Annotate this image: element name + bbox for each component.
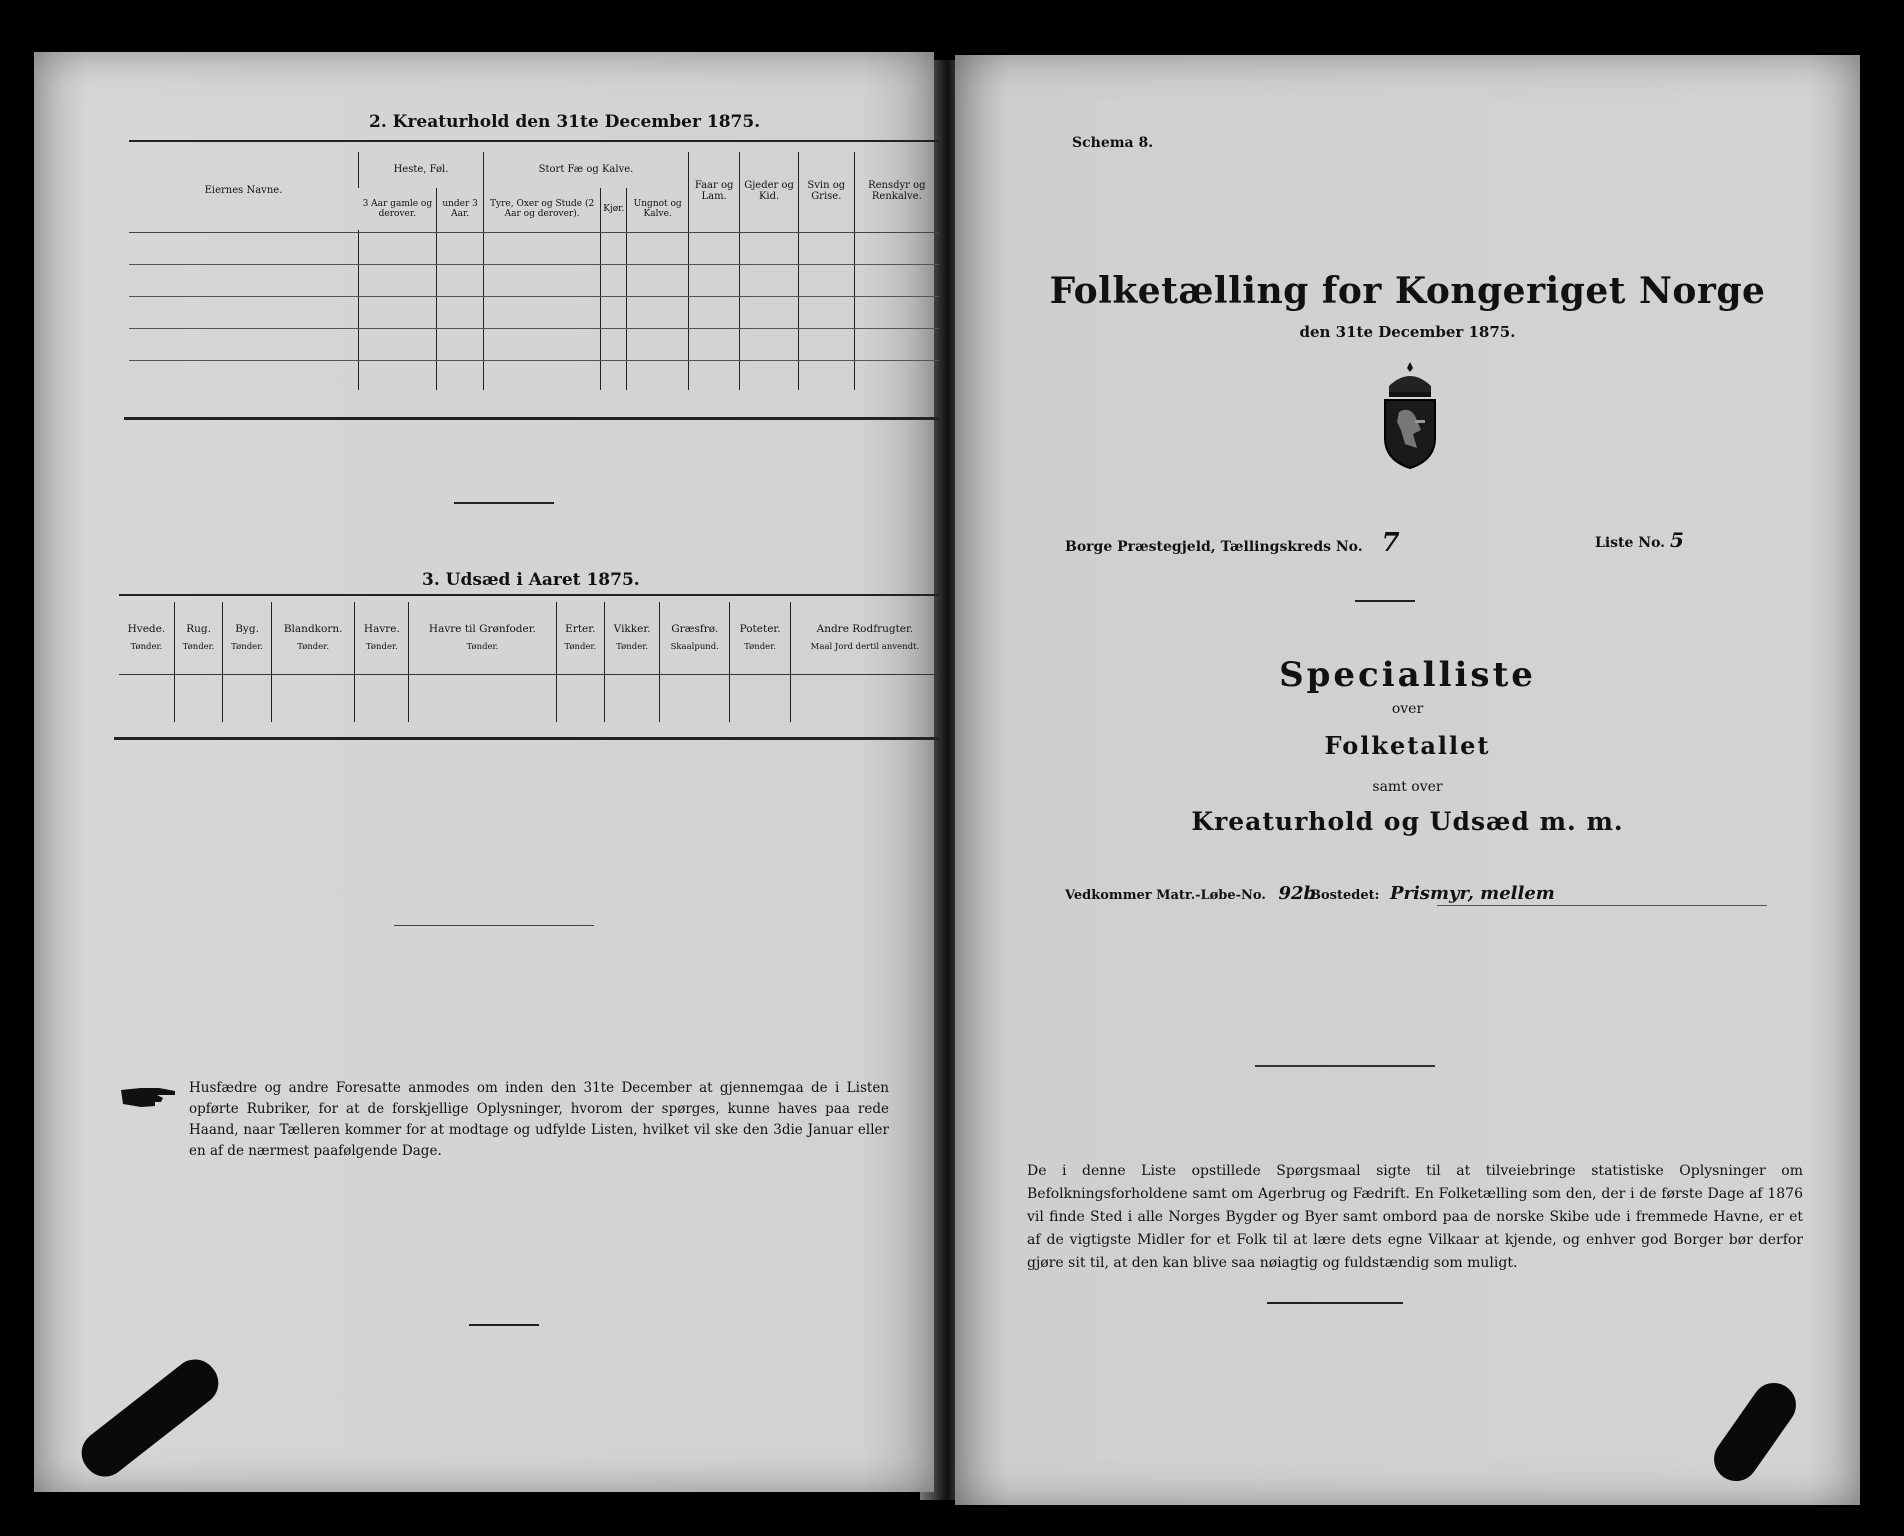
bosted-line (1310, 883, 1555, 904)
col-owner-names: Eiernes Navne. (204, 185, 283, 197)
seed-col-header (174, 602, 223, 674)
seed-col-unit: Skaalpund. (670, 642, 719, 653)
separator-right-bottom (1267, 1302, 1403, 1304)
pointing-hand-icon (119, 1082, 179, 1112)
row-rule-3 (129, 296, 939, 297)
col-horses-under3: under 3 Aar. (437, 188, 484, 230)
seed-col-unit: Tønder. (182, 642, 215, 653)
col-sheep: Faar og Lam. (689, 152, 740, 230)
seed-col-name: Havre til Grønfoder. (428, 623, 536, 636)
seed-col-name: Havre. (363, 623, 400, 636)
seed-col-unit: Tønder. (365, 642, 398, 653)
row-rule-5 (129, 360, 939, 361)
seed-col-name: Hvede. (127, 623, 166, 636)
left-page (34, 52, 934, 1492)
seed-col-header (355, 602, 409, 674)
seed-col-name: Erter. (565, 623, 596, 636)
norway-coat-of-arms-icon (1375, 360, 1445, 470)
seed-cell (409, 674, 556, 722)
seed-col-name: Vikker. (613, 623, 651, 636)
seed-cell (730, 674, 791, 722)
folketallet-title: Folketallet (1324, 731, 1491, 760)
bosted-underline (1437, 905, 1767, 906)
parish-name: Borge (1065, 539, 1113, 555)
seed-header-rule (119, 674, 939, 675)
seed-col-name: Poteter. (739, 623, 781, 636)
col-group-horses: Heste, Føl. (359, 152, 484, 188)
samt-over-text: samt over (1372, 779, 1443, 795)
seed-col-header (119, 602, 174, 674)
parish-line (1065, 528, 1400, 558)
row-rule-4 (129, 328, 939, 329)
separator-mid (394, 925, 594, 926)
notice-text: Husfædre og andre Foresatte anmodes om inden den 31te December at gjennemgaa de i Listen opførte Rubriker, for at de forskjellige Oplysninger, hvorom der spørges, kunne haves paa rede Haand, naar Tælleren kommer for at modtage og udfylde Listen, hvilket vil ske den 3die Januar eller en af de nærmest paafølgende Dage. (189, 1080, 889, 1159)
seed-col-unit: Maal Jord dertil anvendt. (810, 642, 920, 653)
bosted-value: Prismyr, mellem (1389, 883, 1555, 904)
seed-col-header (556, 602, 605, 674)
separator-right-2 (1255, 1065, 1435, 1067)
list-label: Liste No. (1595, 535, 1666, 551)
col-young-cattle: Ungnot og Kalve. (627, 188, 689, 230)
col-bulls-oxen: Tyre, Oxer og Stude (2 Aar og derover). (484, 188, 601, 230)
col-pigs: Svin og Grise. (798, 152, 854, 230)
col-cows: Kjør. (601, 188, 627, 230)
seed-col-header (730, 602, 791, 674)
section2-bottom-rule (124, 417, 939, 420)
seed-col-unit: Tønder. (466, 642, 499, 653)
seed-col-unit: Tønder. (616, 642, 649, 653)
seed-col-name: Rug. (186, 623, 211, 636)
special-title: Specialliste (1279, 655, 1536, 695)
seed-col-name: Byg. (235, 623, 259, 636)
matr-line (1065, 883, 1316, 904)
right-page (955, 55, 1860, 1505)
list-number: 5 (1669, 528, 1684, 552)
main-title: Folketælling for Kongeriget Norge (1049, 270, 1766, 312)
col-group-cattle: Stort Fæ og Kalve. (484, 152, 689, 188)
bosted-label: Bostedet: (1310, 888, 1380, 903)
seed-cell (355, 674, 409, 722)
row-rule-2 (129, 264, 939, 265)
separator-bottom-left (469, 1324, 539, 1326)
main-subtitle: den 31te December 1875. (1299, 323, 1516, 341)
seed-col-unit: Tønder. (297, 642, 330, 653)
district-number: 7 (1381, 528, 1400, 558)
seed-col-unit: Tønder. (130, 642, 163, 653)
seed-cell (790, 674, 939, 722)
seed-col-header (790, 602, 939, 674)
matr-number: 92b (1278, 883, 1317, 904)
seed-col-name: Andre Rodfrugter. (816, 623, 914, 636)
seed-col-header (271, 602, 355, 674)
parish-label: Præstegjeld, (1117, 539, 1216, 555)
matr-label: Vedkommer Matr.-Løbe-No. (1065, 888, 1266, 903)
seed-col-header (660, 602, 730, 674)
separator-short (454, 502, 554, 504)
section2-top-rule (129, 140, 939, 142)
section2-title: 2. Kreaturhold den 31te December 1875. (369, 112, 761, 132)
seed-cell (119, 674, 174, 722)
section3-bottom-rule (114, 737, 939, 740)
row-rule-1 (129, 232, 939, 233)
seed-cell (660, 674, 730, 722)
kreatur-title: Kreaturhold og Udsæd m. m. (1191, 807, 1624, 836)
seed-col-unit: Tønder. (231, 642, 264, 653)
seed-cell (556, 674, 605, 722)
seed-cell (223, 674, 272, 722)
seed-col-unit: Tønder. (744, 642, 777, 653)
seed-cell (271, 674, 355, 722)
seed-col-header (605, 602, 660, 674)
seed-cell (605, 674, 660, 722)
seed-cell (174, 674, 223, 722)
seed-col-header (409, 602, 556, 674)
seed-table (119, 602, 939, 722)
separator-right-1 (1355, 600, 1415, 602)
over-text-1: over (1391, 701, 1424, 717)
schema-label: Schema 8. (1072, 135, 1154, 151)
list-line (1595, 528, 1684, 552)
seed-col-name: Græsfrø. (671, 623, 719, 636)
bottom-paragraph: De i denne Liste opstillede Spørgsmaal sigte til at tilveiebringe statistiske Oplysninger om Befolkningsforholdene samt om Agerbrug og Fædrift. En Folketælling som den, der i de første Dage af 1876 vil finde Sted i alle Norges Bygder og Byer samt ombord paa de norske Skibe ude i fremmede Havne, er et af de vigtigste Midler for et Folk til at lære dets egne Vilkaar at kjende, og enhver god Borger bør derfor gjøre sit til, at den kan blive saa nøiagtig og fuldstændig som muligt. (1027, 1163, 1803, 1271)
livestock-table (129, 152, 939, 390)
seed-col-unit: Tønder. (564, 642, 597, 653)
col-reindeer: Rensdyr og Renkalve. (854, 152, 939, 230)
section3-title: 3. Udsæd i Aaret 1875. (422, 570, 640, 590)
seed-col-name: Blandkorn. (283, 623, 343, 636)
col-goats: Gjeder og Kid. (740, 152, 799, 230)
district-label: Tællingskreds No. (1220, 539, 1363, 555)
col-horses-3yr: 3 Aar gamle og derover. (362, 198, 433, 219)
seed-col-header (223, 602, 272, 674)
section3-top-rule (119, 594, 939, 596)
